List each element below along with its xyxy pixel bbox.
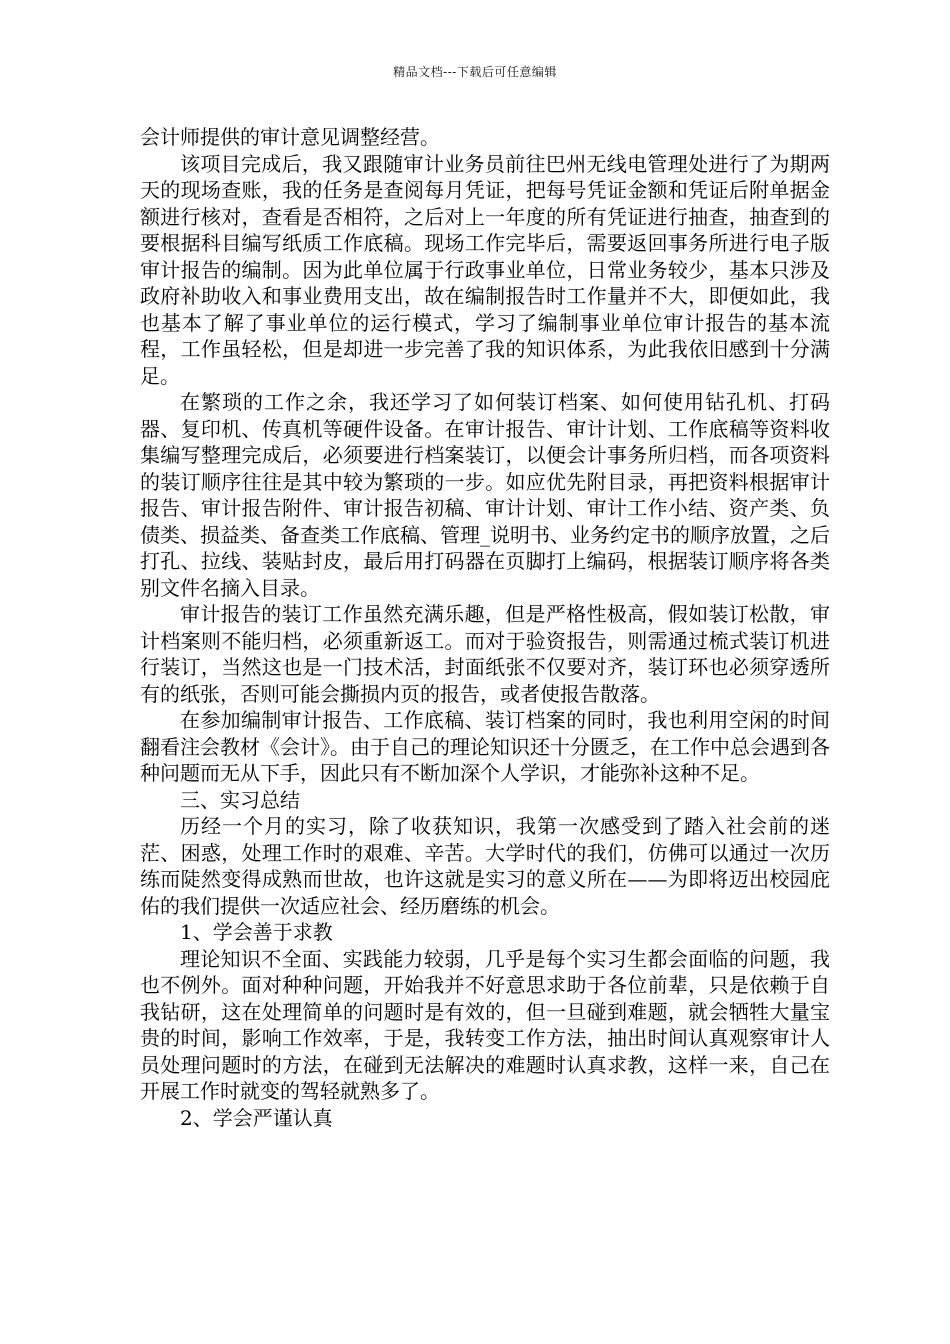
section-heading-summary: 三、实习总结 xyxy=(180,787,300,812)
paragraph-archive-binding: 在繁琐的工作之余，我还学习了如何装订档案、如何使用钻孔机、打码器、复印机、传真机等硬件设备。在审计报告、审计计划、工作底稿等资料收集编写整理完成后，必须要进行档案装订，以便会计事务所归档，而各项资料的装订顺序往往是其中较为繁琐的一步。如应优先附目录，再把资料根据审计报告、审计报告附件、审计报告初稿、审计计划、审计工作小结、资产类、负债类、损益类、备查类工作底稿、管理_说明书、业务约定书的顺序放置，之后打孔、拉线、装贴封皮，最后用打码器在页脚打上编码，根据装订顺序将各类别文件名摘入目录。 xyxy=(140,390,830,600)
subheading-ask-for-help: 1、学会善于求教 xyxy=(180,920,333,944)
subheading-rigor: 2、学会严谨认真 xyxy=(180,1105,333,1130)
paragraph-summary: 历经一个月的实习，除了收获知识，我第一次感受到了踏入社会前的迷茫、困惑，处理工作时的艰难、辛苦。大学时代的我们，仿佛可以通过一次历练而陡然变得成熟而世故，也许这就是实习的意义所在——为即将迈出校园庇佑的我们提供一次适应社会、经历磨练的机会。 xyxy=(140,814,830,918)
paragraph-field-audit: 该项目完成后，我又跟随审计业务员前往巴州无线电管理处进行了为期两天的现场查账，我的任务是查阅每月凭证，把每号凭证金额和凭证后附单据金额进行核对，查看是否相符，之后对上一年度的所有凭证进行抽查，抽查到的要根据科目编写纸质工作底稿。现场工作完毕后，需要返回事务所进行电子版审计报告的编制。因为此单位属于行政事业单位，日常业务较少，基本只涉及政府补助收入和事业费用支出，故在编制报告时工作量并不大，即便如此，我也基本了解了事业单位的运行模式，学习了编制事业单位审计报告的基本流程，工作虽轻松，但是却进一步完善了我的知识体系，为此我依旧感到十分满足。 xyxy=(140,151,830,388)
document-body xyxy=(140,124,830,1131)
paragraph-ask-for-help: 理论知识不全面、实践能力较弱，几乎是每个实习生都会面临的问题，我也不例外。面对种种问题，开始我并不好意思求助于各位前辈，只是依赖于自我钻研，这在处理简单的问题时是有效的，但一旦碰到难题，就会牺牲大量宝贵的时间，影响工作效率，于是，我转变工作方法，抽出时间认真观察审计人员处理问题时的方法，在碰到无法解决的难题时认真求教，这样一来，自己在开展工作时就变的驾轻就熟多了。 xyxy=(140,946,830,1103)
paragraph-binding-strictness: 审计报告的装订工作虽然充满乐趣，但是严格性极高，假如装订松散，审计档案则不能归档，必须重新返工。而对于验资报告，则需通过梳式装订机进行装订，当然这也是一门技术活，封面纸张不仅要对齐，装订环也必须穿透所有的纸张，否则可能会撕损内页的报告，或者使报告散落。 xyxy=(140,602,830,706)
page-header: 精品文档---下载后可任意编辑 xyxy=(393,65,557,79)
paragraph-continuation: 会计师提供的审计意见调整经营。 xyxy=(140,125,440,149)
paragraph-self-study: 在参加编制审计报告、工作底稿、装订档案的同时，我也利用空闲的时间翻看注会教材《会计》。由于自己的理论知识还十分匮乏，在工作中总会遇到各种问题而无从下手，因此只有不断加深个人学识，才能弥补这种不足。 xyxy=(140,708,830,785)
